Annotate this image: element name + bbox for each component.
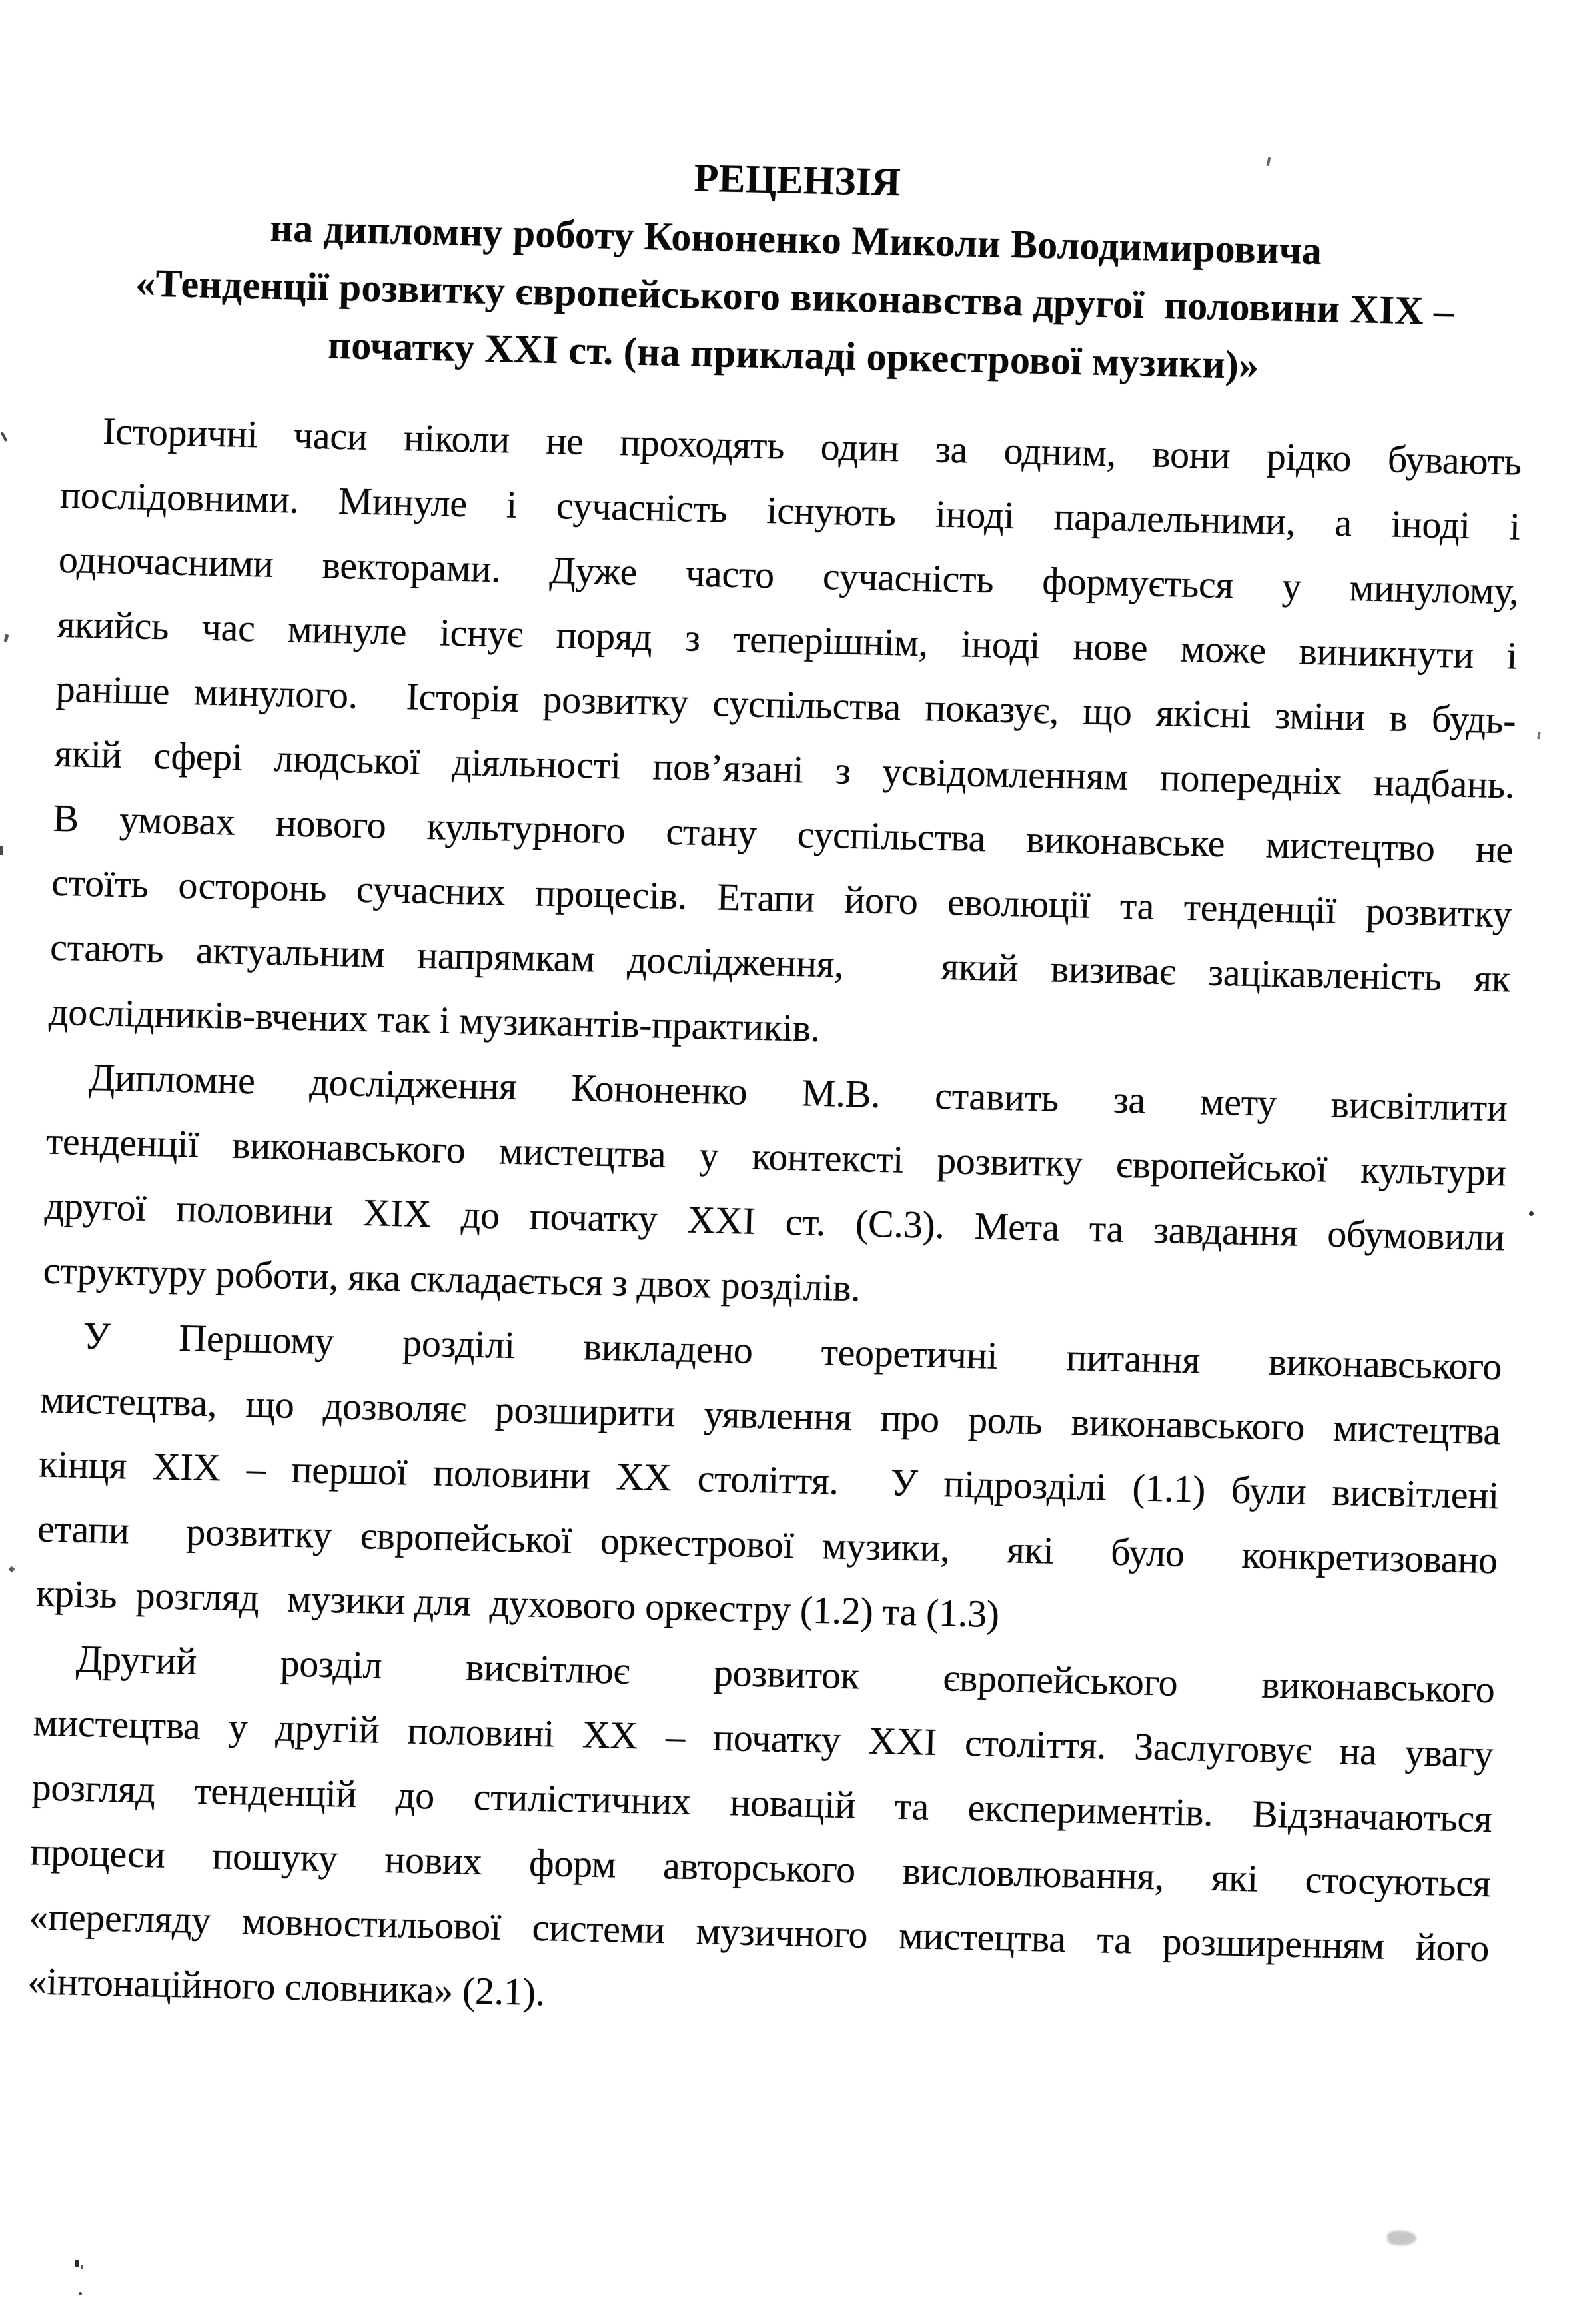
- document-title: РЕЦЕНЗІЯ: [694, 155, 901, 205]
- text-line: структуру роботи, яка складається з двох розділів.: [43, 1248, 861, 1310]
- text-line: мистецтва у другій половині XX – початку XXI століття. Заслуговує на увагу: [33, 1700, 1494, 1776]
- scan-artifact: [0, 846, 3, 855]
- scan-artifact: [75, 2260, 79, 2267]
- scan-artifact: [4, 634, 9, 642]
- text-line: раніше минулого. Історія розвитку суспільства показує, що якісні зміни в будь-: [55, 666, 1517, 742]
- document-header: [63, 133, 1528, 400]
- text-line: «перегляду мовностильової системи музичного мистецтва та розширенням його: [28, 1894, 1490, 1970]
- document-body: [27, 398, 1522, 2045]
- text-line: стоїть осторонь сучасних процесів. Етапи його еволюції та тенденції розвитку: [51, 860, 1512, 936]
- text-line: стають актуальним напрямкам дослідження, який визиває зацікавленість як: [49, 925, 1511, 1001]
- paragraph: [35, 1303, 1502, 1658]
- text-line: крізь розгляд музики для духового оркестру (1.2) та (1.3): [35, 1571, 1000, 1636]
- scan-artifact: [1537, 732, 1540, 739]
- text-line: «інтонаційного словника» (2.1).: [27, 1959, 546, 2014]
- scan-artifact: [79, 2292, 82, 2295]
- text-line: послідовними. Минуле і сучасність існують іноді паралельними, а іноді і: [59, 472, 1521, 548]
- text-line: мистецтва, що дозволяє розширити уявлення про роль виконавського мистецтва: [39, 1377, 1501, 1453]
- text-line: процеси пошуку нових форм авторського висловлювання, які стосуються: [30, 1830, 1491, 1906]
- document-header-line: початку XXI ст. (на прикладі оркестрової музики)»: [327, 322, 1260, 388]
- scan-artifact: [1387, 2231, 1416, 2245]
- scan-artifact: [1529, 1211, 1534, 1216]
- text-line: Дипломне дослідження Кононенко М.В. ставить за мету висвітлити: [88, 1055, 1508, 1130]
- text-line: У Першому розділі викладено теоретичні питання виконавського: [82, 1313, 1502, 1389]
- paragraph: [43, 1044, 1508, 1335]
- document-header-line: «Тенденції розвитку європейського виконавства другої половини XIX –: [135, 261, 1455, 334]
- text-line: В умовах нового культурного стану суспільства виконавське мистецтво не: [52, 796, 1514, 872]
- text-line: тенденції виконавського мистецтва у контексті розвитку європейської культури: [45, 1119, 1507, 1195]
- text-line: якій сфері людської діяльності пов’язані з усвідомленням попередніх надбань.: [53, 731, 1515, 807]
- text-line: етапи розвитку європейської оркестрової музики, які було конкретизовано: [37, 1506, 1498, 1582]
- text-line: другої половини XIX до початку XXI ст. (С.3). Мета та завдання обумовили: [44, 1183, 1506, 1259]
- text-line: розгляд тенденцій до стилістичних новацій та експериментів. Відзначаються: [31, 1765, 1493, 1841]
- document-sheet: [27, 133, 1528, 2045]
- scan-artifact: [9, 1566, 15, 1573]
- paragraph: [27, 1625, 1495, 2045]
- scan-artifact: [81, 2265, 83, 2269]
- text-line: Історичні часи ніколи не проходять один за одним, вони рідко бувають: [102, 409, 1522, 484]
- paragraph: [48, 398, 1522, 1076]
- document-header-line: на дипломну роботу Кононенко Миколи Володимировича: [269, 205, 1322, 273]
- scan-artifact: [1, 432, 8, 442]
- text-line: кінця XIX – першої половини XX століття. У підрозділі (1.1) були висвітлені: [38, 1442, 1500, 1518]
- text-line: Другий розділ висвітлює розвиток європейського виконавського: [75, 1636, 1496, 1712]
- text-line: одночасними векторами. Дуже часто сучасність формується у минулому,: [58, 537, 1520, 613]
- text-line: якийсь час минуле існує поряд з теперішнім, іноді нове може виникнути і: [57, 602, 1518, 678]
- text-line: дослідників-вчених так і музикантів-практиків.: [48, 989, 821, 1050]
